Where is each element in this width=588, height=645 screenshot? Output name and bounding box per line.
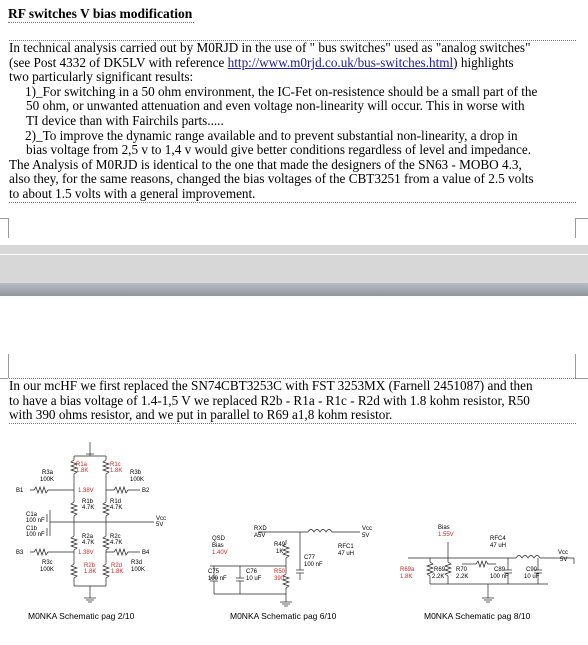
crop-mark xyxy=(0,378,8,379)
label-r69a: R69a xyxy=(400,567,415,573)
value-rfc4: 47 uH xyxy=(490,543,507,549)
value-c1b: 100 nF xyxy=(26,532,45,538)
value-r50: 390 xyxy=(274,576,285,582)
value-bias: 1.40V xyxy=(212,550,228,556)
crop-mark xyxy=(0,218,8,219)
label-r50: R50 xyxy=(274,569,286,575)
separator-line xyxy=(0,254,588,255)
page-separator-bar xyxy=(0,283,588,296)
label-b2: B2 xyxy=(142,488,150,494)
value-r1b: 4.7K xyxy=(82,505,95,511)
value-r2b: 1.8K xyxy=(84,569,97,575)
label-rfc1: RFC1 xyxy=(338,544,354,550)
crop-mark xyxy=(8,354,9,378)
text-line: also they, for the same reasons, changed the bias voltages of the CBT3251 from a value of 2.5 volts xyxy=(9,172,534,187)
value-vcc: 5V xyxy=(560,557,568,563)
label-r70: R70 xyxy=(456,567,468,573)
text-line: to have a bias voltage of 1.4-1,5 V we replaced R2b - R1a - R1c - R2d with 1.8 kohm resistor, R50 xyxy=(9,393,530,408)
text-line: to about 1.5 volts with a general improvement. xyxy=(9,186,256,201)
label-r1a: R1a xyxy=(76,462,88,468)
value-r3c: 100K xyxy=(40,567,55,573)
label-b3: B3 xyxy=(16,550,24,556)
value-r69a: 1.8K xyxy=(400,574,413,580)
label-b4: B4 xyxy=(142,550,150,556)
paragraph-modification xyxy=(9,378,576,424)
text-span: (see Post 4332 of DK5LV with reference xyxy=(9,55,228,70)
label-r1d: R1d xyxy=(110,499,122,505)
text-line: TI device than with Fairchils parts..... xyxy=(26,113,224,128)
value-r2d: 1.8K xyxy=(111,569,124,575)
label-c89: C89 xyxy=(494,567,506,573)
label-rxd: RXD xyxy=(254,526,267,532)
value-r69: 2.2K xyxy=(432,574,445,580)
value-r2a: 4.7K xyxy=(82,540,95,546)
text-span: ) highlights xyxy=(453,55,514,70)
label-r2a: R2a xyxy=(82,534,94,540)
crop-mark xyxy=(575,218,576,238)
label-r3c: R3c xyxy=(42,560,53,566)
text-line: 2)_To improve the dynamic range available and to prevent substantial non-linearity, a drop in xyxy=(25,128,518,143)
caption-page-2: M0NKA Schematic pag 2/10 xyxy=(28,611,135,621)
label-c75: C75 xyxy=(208,569,220,575)
crop-mark xyxy=(8,218,9,238)
text-line: In our mcHF we first replaced the SN74CBT3253C with FST 3253MX (Farnell 2451087) and then xyxy=(9,379,533,393)
value-c77: 100 nF xyxy=(304,562,323,568)
schematic-page-2 xyxy=(14,440,174,610)
label-r2b: R2b xyxy=(84,563,96,569)
label-r1c: R1c xyxy=(110,462,121,468)
caption-page-6: M0NKA Schematic pag 6/10 xyxy=(230,611,337,621)
text-line: 50 ohm, or unwanted attenuation and even voltage non-linearity will occur. This in worse with xyxy=(26,99,525,114)
label-r3b: R3b xyxy=(130,470,142,476)
text-line: In technical analysis carried out by M0RJD in the use of " bus switches" used as "analog switches" xyxy=(9,41,531,55)
value-rxd: A5V xyxy=(254,533,266,539)
value-c75: 100 nF xyxy=(208,576,227,582)
value-c1a: 100 nF xyxy=(26,518,45,524)
voltage-1: 1.38V xyxy=(78,488,94,494)
label-vcc: Vcc xyxy=(558,550,569,556)
label-qsd: QSD xyxy=(212,536,226,542)
schematic-page-6 xyxy=(200,520,390,612)
label-c76: C76 xyxy=(246,569,258,575)
document-page-1 xyxy=(0,0,588,245)
label-r49: R49 xyxy=(274,542,286,548)
label-r69: R69 xyxy=(434,567,446,573)
text-line: bias voltage from 2,5 v to 1,4 v would give better conditions regardless of level and impedance. xyxy=(26,143,532,158)
label-r2c: R2c xyxy=(110,534,121,540)
label-rfc4: RFC4 xyxy=(490,536,506,542)
label-bias: Bias xyxy=(212,543,224,549)
text-line: The Analysis of M0RJD is identical to the one that made the designers of the SN63 - MOBO 4.3, xyxy=(9,157,522,172)
label-vcc: Vcc xyxy=(362,526,373,532)
value-r3a: 100K xyxy=(40,477,55,483)
label-c90: C90 xyxy=(526,567,538,573)
text-line: two particularly significant results: xyxy=(9,70,194,85)
value-c90: 10 uF xyxy=(524,574,540,580)
text-line: with 390 ohms resistor, and we put in parallel to R69 a1,8 kohm resistor. xyxy=(9,408,393,423)
value-r2c: 4.7K xyxy=(110,540,123,546)
schematic-page-8 xyxy=(398,520,580,612)
value-c76: 10 uF xyxy=(246,576,262,582)
value-r49: 1K xyxy=(276,549,284,555)
reference-link[interactable]: http://www.m0rjd.co.uk/bus-switches.html xyxy=(227,55,454,70)
document-title: RF switches V bias modification xyxy=(8,6,193,21)
value-r3d: 100K xyxy=(131,567,146,573)
value-rfc1: 47 uH xyxy=(338,551,355,557)
value-r1c: 1.8K xyxy=(110,468,123,474)
label-r1b: R1b xyxy=(82,499,94,505)
caption-page-8: M0NKA Schematic pag 8/10 xyxy=(424,611,531,621)
text-line: 1)_For switching in a 50 ohm environment, the IC-Fet on-resistence should be a small part of the xyxy=(25,84,538,99)
crop-mark xyxy=(576,378,588,379)
crop-mark xyxy=(576,218,588,219)
label-vcc: Vcc xyxy=(156,516,167,522)
label-c77: C77 xyxy=(304,555,316,561)
label-r3a: R3a xyxy=(42,470,54,476)
crop-mark xyxy=(575,354,576,378)
value-vcc: 5V xyxy=(156,522,164,528)
label-bias: Bias xyxy=(438,525,450,531)
value-r3b: 100K xyxy=(130,477,145,483)
label-b1: B1 xyxy=(16,488,24,494)
label-r3d: R3d xyxy=(131,560,143,566)
label-c1a: C1a xyxy=(26,512,38,518)
label-c1b: C1b xyxy=(26,526,38,532)
voltage-2: 1.38V xyxy=(78,550,94,556)
value-r1a: 1.8K xyxy=(76,468,89,474)
text-line xyxy=(9,56,576,71)
value-vcc: 5V xyxy=(362,533,370,539)
value-r1d: 4.7K xyxy=(110,505,123,511)
value-bias: 1.55V xyxy=(438,532,454,538)
label-r2d: R2d xyxy=(111,563,123,569)
value-r70: 2.2K xyxy=(456,574,469,580)
value-c89: 100 nF xyxy=(490,574,509,580)
paragraph-analysis xyxy=(9,40,576,203)
